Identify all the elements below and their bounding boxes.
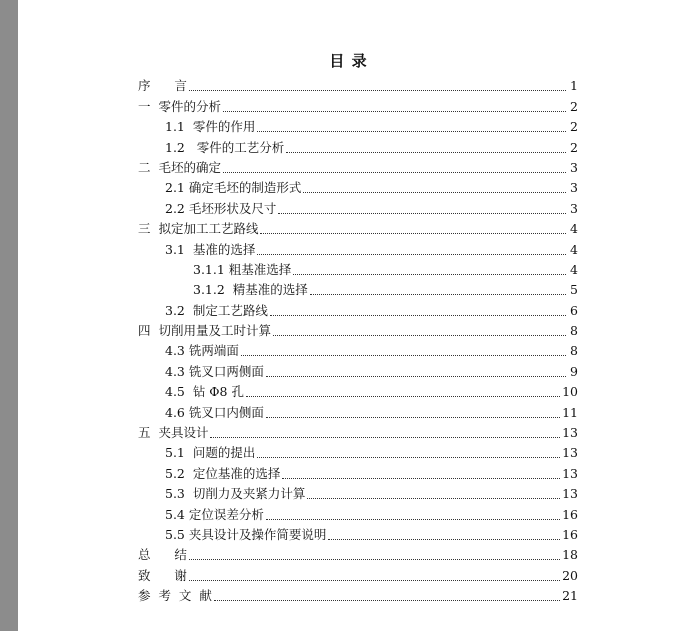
toc-entry-label: 5.4 定位误差分析 — [165, 506, 264, 522]
toc-entry[interactable] — [138, 74, 578, 94]
toc-entry[interactable] — [138, 400, 578, 420]
toc-leader-dots — [223, 172, 566, 173]
toc-entry-label: 2.2 毛坯形状及尺寸 — [165, 200, 277, 216]
toc-entry-label: 总 结 — [138, 547, 187, 563]
toc-leader-dots — [310, 294, 566, 295]
toc-entry-label: 4.3 铣叉口两侧面 — [165, 363, 264, 379]
toc-leader-dots — [260, 233, 566, 234]
toc-entry-page: 1 — [570, 78, 578, 94]
toc-leader-dots — [214, 600, 560, 601]
toc-entry[interactable] — [138, 176, 578, 196]
toc-leader-dots — [210, 437, 560, 438]
toc-leader-dots — [303, 192, 566, 193]
table-of-contents — [138, 74, 578, 604]
toc-entry-page: 16 — [562, 526, 578, 542]
toc-entry-page: 13 — [562, 425, 578, 441]
toc-entry-page: 5 — [570, 282, 578, 298]
toc-leader-dots — [189, 580, 560, 581]
toc-entry-label: 四 切削用量及工时计算 — [138, 323, 271, 339]
toc-entry-page: 8 — [570, 343, 578, 359]
toc-entry-label: 4.3 铣两端面 — [165, 343, 239, 359]
toc-title: 目 录 — [329, 52, 368, 70]
toc-entry[interactable] — [138, 298, 578, 318]
toc-entry-label: 1.2 零件的工艺分析 — [165, 139, 285, 155]
toc-entry-label: 三 拟定加工工艺路线 — [138, 221, 259, 237]
toc-leader-dots — [257, 131, 566, 132]
toc-entry-label: 一 零件的分析 — [138, 98, 221, 114]
toc-leader-dots — [266, 519, 560, 520]
toc-leader-dots — [257, 457, 560, 458]
toc-entry-label: 3.1 基准的选择 — [165, 241, 256, 257]
toc-entry-page: 13 — [562, 465, 578, 481]
toc-entry[interactable] — [138, 237, 578, 257]
toc-leader-dots — [241, 355, 566, 356]
toc-entry-label: 五 夹具设计 — [138, 425, 209, 441]
toc-entry-page: 16 — [562, 506, 578, 522]
toc-entry[interactable] — [138, 380, 578, 400]
toc-entry[interactable] — [138, 359, 578, 379]
toc-entry[interactable] — [138, 94, 578, 114]
toc-leader-dots — [282, 478, 560, 479]
toc-leader-dots — [189, 90, 566, 91]
toc-leader-dots — [223, 111, 566, 112]
toc-entry-page: 4 — [570, 221, 578, 237]
toc-entry[interactable] — [138, 461, 578, 481]
toc-entry[interactable] — [138, 278, 578, 298]
toc-entry-page: 13 — [562, 445, 578, 461]
toc-entry-page: 2 — [570, 98, 578, 114]
toc-entry[interactable] — [138, 543, 578, 563]
toc-leader-dots — [273, 335, 566, 336]
toc-entry[interactable] — [138, 584, 578, 604]
toc-entry[interactable] — [138, 339, 578, 359]
toc-entry[interactable] — [138, 441, 578, 461]
toc-entry-page: 8 — [570, 323, 578, 339]
toc-leader-dots — [307, 498, 560, 499]
toc-entry-page: 13 — [562, 486, 578, 502]
toc-entry-label: 5.5 夹具设计及操作简要说明 — [165, 526, 327, 542]
toc-entry-label: 4.6 铣叉口内侧面 — [165, 404, 264, 420]
toc-entry-page: 9 — [570, 363, 578, 379]
toc-entry[interactable] — [138, 115, 578, 135]
toc-entry-label: 4.5 钻 Φ8 孔 — [165, 384, 244, 400]
viewer-left-margin — [0, 0, 18, 631]
toc-entry-page: 10 — [562, 384, 578, 400]
toc-entry-label: 3.1.2 精基准的选择 — [193, 282, 308, 298]
toc-entry-page: 6 — [570, 302, 578, 318]
toc-entry-page: 2 — [570, 119, 578, 135]
toc-leader-dots — [270, 315, 566, 316]
document-page — [18, 0, 679, 631]
toc-entry-label: 二 毛坯的确定 — [138, 159, 221, 175]
toc-entry-label: 序 言 — [138, 78, 187, 94]
toc-entry-label: 3.2 制定工艺路线 — [165, 302, 268, 318]
toc-entry-page: 4 — [570, 241, 578, 257]
toc-leader-dots — [246, 396, 560, 397]
toc-leader-dots — [257, 254, 566, 255]
toc-leader-dots — [286, 152, 566, 153]
toc-entry[interactable] — [138, 563, 578, 583]
toc-entry-label: 5.1 问题的提出 — [165, 445, 256, 461]
toc-entry-label: 2.1 确定毛坯的制造形式 — [165, 180, 302, 196]
toc-entry[interactable] — [138, 421, 578, 441]
toc-leader-dots — [293, 274, 566, 275]
toc-entry[interactable] — [138, 258, 578, 278]
toc-entry-page: 21 — [562, 588, 578, 604]
toc-entry-page: 11 — [562, 404, 578, 420]
toc-entry[interactable] — [138, 482, 578, 502]
toc-entry-page: 3 — [570, 159, 578, 175]
toc-entry-label: 1.1 零件的作用 — [165, 119, 256, 135]
toc-entry-page: 4 — [570, 261, 578, 277]
toc-entry[interactable] — [138, 156, 578, 176]
toc-entry-label: 致 谢 — [138, 567, 187, 583]
toc-entry[interactable] — [138, 502, 578, 522]
toc-leader-dots — [266, 376, 566, 377]
toc-entry[interactable] — [138, 319, 578, 339]
toc-leader-dots — [189, 559, 560, 560]
toc-entry-page: 18 — [562, 547, 578, 563]
toc-entry[interactable] — [138, 523, 578, 543]
toc-entry-label: 5.2 定位基准的选择 — [165, 465, 281, 481]
toc-entry[interactable] — [138, 196, 578, 216]
toc-entry-page: 3 — [570, 200, 578, 216]
toc-entry-label: 参 考 文 献 — [138, 588, 212, 604]
toc-entry-label: 5.3 切削力及夹紧力计算 — [165, 486, 306, 502]
toc-entry[interactable] — [138, 217, 578, 237]
toc-leader-dots — [328, 539, 560, 540]
toc-leader-dots — [278, 213, 566, 214]
toc-entry-label: 3.1.1 粗基准选择 — [193, 261, 292, 277]
toc-entry-page: 3 — [570, 180, 578, 196]
toc-entry-page: 2 — [570, 139, 578, 155]
toc-leader-dots — [266, 417, 560, 418]
toc-entry[interactable] — [138, 135, 578, 155]
toc-entry-page: 20 — [562, 567, 578, 583]
